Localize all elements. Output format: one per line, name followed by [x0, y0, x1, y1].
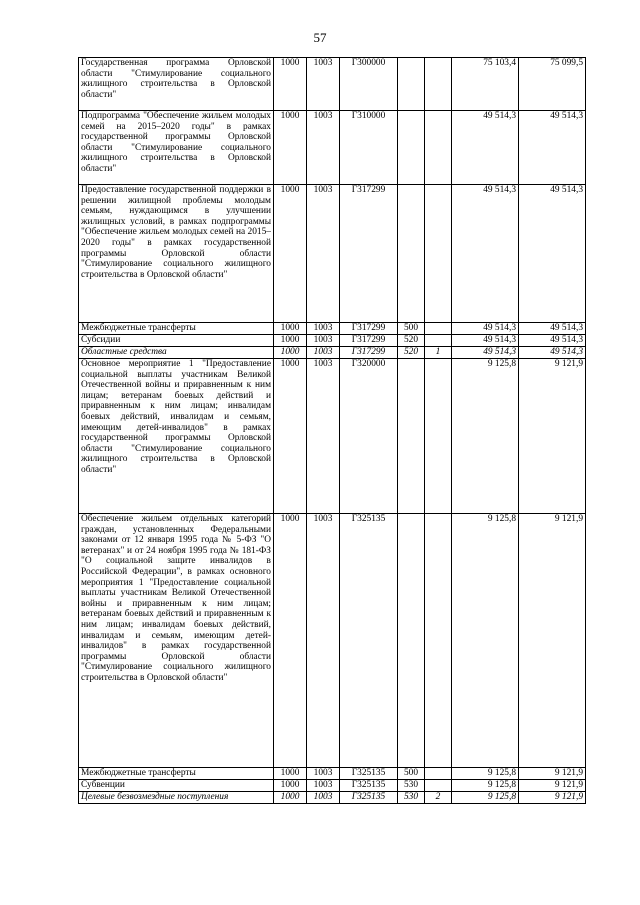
- expense-type-code: [398, 359, 425, 514]
- section-code: 1000: [274, 359, 307, 514]
- subsection-code: 1003: [307, 514, 340, 768]
- amount-year-2: 49 514,3: [519, 111, 586, 185]
- budget-table: [78, 57, 586, 804]
- amount-year-1: 49 514,3: [452, 347, 519, 359]
- amount-year-2: 9 121,9: [519, 514, 586, 768]
- table-row: [79, 514, 586, 768]
- amount-year-1: 9 125,8: [452, 359, 519, 514]
- target-article-code: Г325135: [340, 514, 398, 768]
- subsection-code: 1003: [307, 335, 340, 347]
- expense-type-code: [398, 185, 425, 323]
- target-article-code: Г325135: [340, 792, 398, 804]
- subsection-code: 1003: [307, 359, 340, 514]
- expense-type-code: 500: [398, 768, 425, 780]
- row-name: Обеспечение жильем отдельных категорий граждан, установленных Федеральными законами от 12 января 1995 года № 5-ФЗ "О ветеранах" и от 24 ноября 1995 года № 181-ФЗ "О социальной защите инвалидов в Российской Федерации", в рамках основного мероприятия 1 "Предоставление социальной выплаты участникам Великой Отечественной войны и приравненным к ним лицам; ветеранам боевых действий и приравненным к ним лицам; инвалидам боевых действий, инвалидам и семьям, имеющим детей-инвалидов" в рамках государственной программы Орловской области "Стимулирование социального жилищного строительства в Орловской области": [79, 514, 274, 768]
- funding-source-code: [425, 780, 452, 792]
- amount-year-1: 9 125,8: [452, 792, 519, 804]
- section-code: 1000: [274, 335, 307, 347]
- row-name: Предоставление государственной поддержки в решении жилищной проблемы молодым семьям, нуждающимся в улучшении жилищных условий, в рамках подпрограммы "Обеспечение жильем молодых семей на 2015–2020 годы" в рамках государственной программы Орловской области "Стимулирование социального жилищного строительства в Орловской области": [79, 185, 274, 323]
- funding-source-code: [425, 335, 452, 347]
- funding-source-code: [425, 323, 452, 335]
- amount-year-1: 49 514,3: [452, 323, 519, 335]
- subsection-code: 1003: [307, 58, 340, 111]
- amount-year-2: 49 514,3: [519, 335, 586, 347]
- subsection-code: 1003: [307, 768, 340, 780]
- subsection-code: 1003: [307, 792, 340, 804]
- expense-type-code: 530: [398, 780, 425, 792]
- table-row: [79, 335, 586, 347]
- amount-year-2: 9 121,9: [519, 792, 586, 804]
- target-article-code: Г300000: [340, 58, 398, 111]
- amount-year-1: 49 514,3: [452, 335, 519, 347]
- funding-source-code: [425, 185, 452, 323]
- expense-type-code: 530: [398, 792, 425, 804]
- row-name: Субвенции: [79, 780, 274, 792]
- section-code: 1000: [274, 323, 307, 335]
- section-code: 1000: [274, 514, 307, 768]
- row-name: Подпрограмма "Обеспечение жильем молодых семей на 2015–2020 годы" в рамках государственной программы Орловской области "Стимулирование социального жилищного строительства в Орловской области": [79, 111, 274, 185]
- page-number: 57: [313, 30, 327, 45]
- expense-type-code: [398, 58, 425, 111]
- funding-source-code: [425, 768, 452, 780]
- row-name: Субсидии: [79, 335, 274, 347]
- expense-type-code: [398, 514, 425, 768]
- section-code: 1000: [274, 347, 307, 359]
- table-row: [79, 58, 586, 111]
- table-body: [79, 58, 586, 804]
- amount-year-2: 49 514,3: [519, 323, 586, 335]
- table-row: [79, 768, 586, 780]
- amount-year-2: 49 514,3: [519, 347, 586, 359]
- row-name: Государственная программа Орловской области "Стимулирование социального жилищного строительства в Орловской области": [79, 58, 274, 111]
- target-article-code: Г325135: [340, 768, 398, 780]
- amount-year-1: 75 103,4: [452, 58, 519, 111]
- amount-year-2: 75 099,5: [519, 58, 586, 111]
- target-article-code: Г310000: [340, 111, 398, 185]
- subsection-code: 1003: [307, 111, 340, 185]
- funding-source-code: [425, 359, 452, 514]
- subsection-code: 1003: [307, 780, 340, 792]
- target-article-code: Г317299: [340, 347, 398, 359]
- section-code: 1000: [274, 111, 307, 185]
- amount-year-1: 9 125,8: [452, 768, 519, 780]
- table-row: [79, 111, 586, 185]
- amount-year-1: 49 514,3: [452, 185, 519, 323]
- row-name: Межбюджетные трансферты: [79, 323, 274, 335]
- section-code: 1000: [274, 792, 307, 804]
- target-article-code: Г325135: [340, 780, 398, 792]
- funding-source-code: 1: [425, 347, 452, 359]
- amount-year-2: 9 121,9: [519, 359, 586, 514]
- amount-year-1: 9 125,8: [452, 514, 519, 768]
- expense-type-code: [398, 111, 425, 185]
- expense-type-code: 520: [398, 347, 425, 359]
- expense-type-code: 520: [398, 335, 425, 347]
- funding-source-code: [425, 111, 452, 185]
- expense-type-code: 500: [398, 323, 425, 335]
- amount-year-1: 9 125,8: [452, 780, 519, 792]
- funding-source-code: [425, 514, 452, 768]
- table-row: [79, 359, 586, 514]
- table-row: [79, 347, 586, 359]
- row-name: Межбюджетные трансферты: [79, 768, 274, 780]
- funding-source-code: 2: [425, 792, 452, 804]
- section-code: 1000: [274, 58, 307, 111]
- target-article-code: Г317299: [340, 335, 398, 347]
- amount-year-2: 9 121,9: [519, 768, 586, 780]
- target-article-code: Г320000: [340, 359, 398, 514]
- target-article-code: Г317299: [340, 185, 398, 323]
- section-code: 1000: [274, 185, 307, 323]
- target-article-code: Г317299: [340, 323, 398, 335]
- row-name: Основное мероприятие 1 "Предоставление социальной выплаты участникам Великой Отечественной войны и приравненным к ним лицам; ветеранам боевых действий и приравненным к ним лицам; инвалидам боевых действий, инвалидам и семьям, имеющим детей-инвалидов" в рамках государственной программы Орловской области "Стимулирование социального жилищного строительства в Орловской области": [79, 359, 274, 514]
- section-code: 1000: [274, 768, 307, 780]
- table-row: [79, 323, 586, 335]
- row-name: Областные средства: [79, 347, 274, 359]
- amount-year-1: 49 514,3: [452, 111, 519, 185]
- subsection-code: 1003: [307, 323, 340, 335]
- table-row: [79, 780, 586, 792]
- subsection-code: 1003: [307, 185, 340, 323]
- table-row: [79, 792, 586, 804]
- amount-year-2: 49 514,3: [519, 185, 586, 323]
- subsection-code: 1003: [307, 347, 340, 359]
- row-name: Целевые безвозмездные поступления: [79, 792, 274, 804]
- amount-year-2: 9 121,9: [519, 780, 586, 792]
- funding-source-code: [425, 58, 452, 111]
- section-code: 1000: [274, 780, 307, 792]
- table-row: [79, 185, 586, 323]
